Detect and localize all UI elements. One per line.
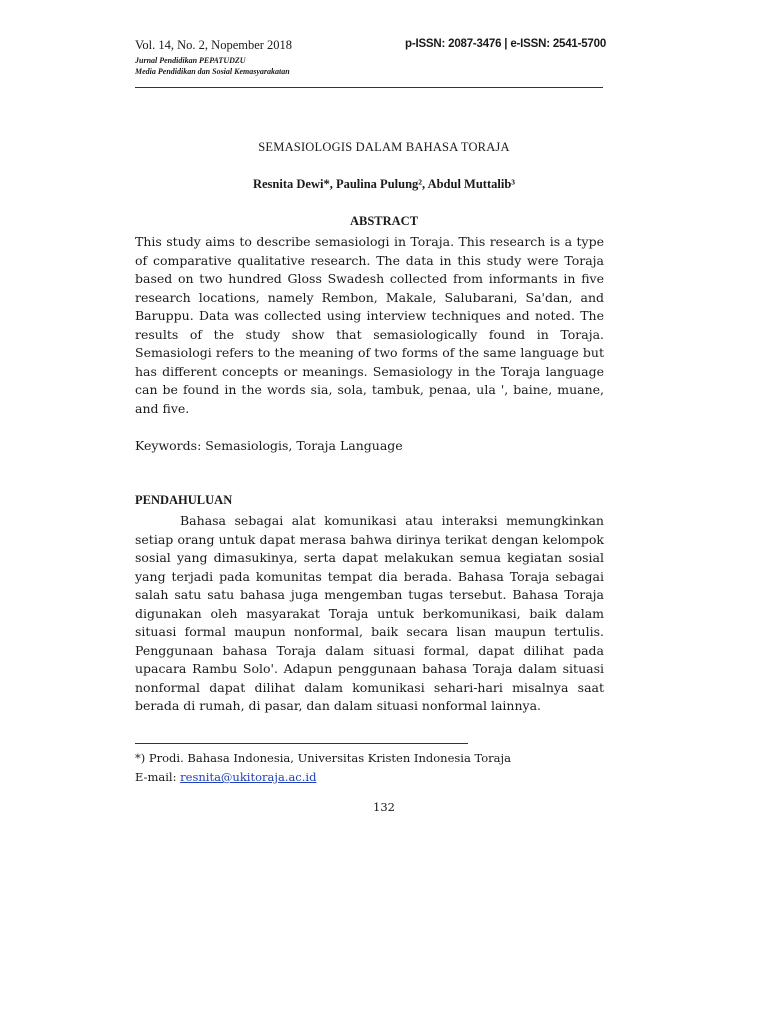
journal-volume: Vol. 14, No. 2, Nopember 2018 xyxy=(135,38,293,52)
article-title: SEMASIOLOGIS DALAM BAHASA TORAJA xyxy=(258,140,510,154)
journal-subtitle: Media Pendidikan dan Sosial Kemasyarakatan xyxy=(135,67,290,76)
footnote-divider xyxy=(135,743,468,744)
article-authors: Resnita Dewi*, Paulina Pulung², Abdul Muttalib³ xyxy=(252,177,516,191)
email-link[interactable]: resnita@ukitoraja.ac.id xyxy=(180,770,317,784)
section-heading-pendahuluan: PENDAHULUAN xyxy=(135,493,233,507)
intro-paragraph: Bahasa sebagai alat komunikasi atau interaksi memungkinkan setiap orang untuk dapat merasa bahwa dirinya terikat dengan kelompok sosial yang dimasukinya, serta dapat melakukan semua kegiatan sosial yang terjadi pada komunitas tempat dia berada. Bahasa Toraja sebagai salah satu satu bahasa juga mengemban tugas tersebut. Bahasa Toraja digunakan oleh masyarakat Toraja untuk berkomunikasi, baik dalam situasi formal maupun nonformal, baik secara lisan maupun tertulis. Penggunaan bahasa Toraja dalam situasi formal, dapat dilihat pada upacara Rambu Solo'. Adapun penggunaan bahasa Toraja dalam situasi nonformal dapat dilihat dalam komunikasi sehari-hari misalnya saat berada di rumah, di pasar, dan dalam situasi nonformal lainnya. xyxy=(135,513,604,713)
header-divider xyxy=(135,87,603,88)
footnote-affiliation: *) Prodi. Bahasa Indonesia, Universitas Kristen Indonesia Toraja xyxy=(135,751,511,765)
journal-name: Jurnal Pendidikan PEPATUDZU xyxy=(135,56,246,65)
page-number: 132 xyxy=(373,800,395,814)
abstract-heading: ABSTRACT xyxy=(349,214,419,228)
footnote-email xyxy=(135,770,316,784)
abstract-text: This study aims to describe semasiologi in Toraja. This research is a type of comparative qualitative research. The data in this study were Toraja based on two hundred Gloss Swadesh collected from informants in five research locations, namely Rembon, Makale, Salubarani, Sa'dan, and Baruppu. Data was collected using interview techniques and noted. The results of the study show that semasiologically found in Toraja. Semasiologi refers to the meaning of two forms of the same language but has different concepts or meanings. Semasiology in the Toraja language can be found in the words sia, sola, tambuk, penaa, ula ', baine, muane, and five. xyxy=(135,234,604,416)
journal-issn: p-ISSN: 2087-3476 | e-ISSN: 2541-5700 xyxy=(405,38,607,50)
email-label: E-mail: xyxy=(135,770,181,784)
keywords: Keywords: Semasiologis, Toraja Language xyxy=(135,438,403,453)
